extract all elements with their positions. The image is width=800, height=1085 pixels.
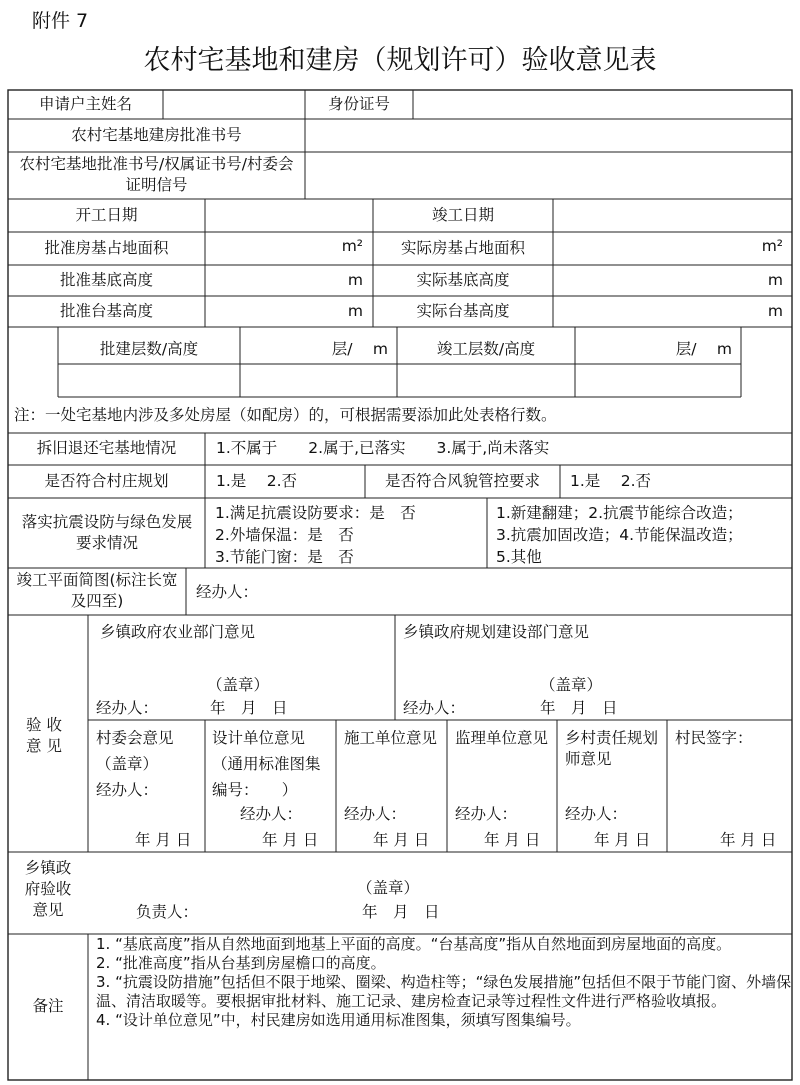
supervision-unit-date: 年 月 日	[484, 831, 541, 849]
agri-dept-date: 年 月 日	[210, 699, 288, 717]
form-title: 农村宅基地和建房（规划许可）验收意见表	[143, 45, 657, 76]
agri-dept-handler: 经办人：	[96, 699, 159, 717]
plan-dept-date: 年 月 日	[540, 699, 618, 717]
note-line: 注：一处宅基地内涉及多处房屋（如配房）的，可根据需要添加此处表格行数。	[14, 406, 557, 424]
actual-area-unit: m²	[761, 237, 783, 255]
remark-item-1: 1. “基底高度”指从自然地面到地基上平面的高度。“台基高度”指从自然地面到房屋地面的高度。	[96, 935, 732, 953]
start-date-label: 开工日期	[75, 206, 138, 224]
agri-dept-seal: （盖章）	[207, 676, 270, 694]
sketch-label: 竣工平面简图(标注长宽及四至)	[16, 571, 178, 610]
plan-dept-seal: （盖章）	[540, 676, 603, 694]
demolition-options: 1.不属于 2.属于,已落实 3.属于,尚未落实	[216, 439, 550, 457]
seismic-item-3: 3.节能门窗：是 否	[215, 548, 354, 566]
approved-floors-label: 批建层数/高度	[99, 340, 199, 358]
approved-platform-height-label: 批准台基高度	[59, 302, 153, 320]
approved-platform-height-unit: m	[347, 302, 363, 320]
village-committee-handler: 经办人：	[96, 781, 159, 799]
approved-area-label: 批准房基占地面积	[44, 239, 169, 257]
village-committee-date: 年 月 日	[135, 831, 192, 849]
actual-platform-height-label: 实际台基高度	[416, 302, 510, 320]
plan-dept-handler: 经办人：	[403, 699, 466, 717]
seismic-type-2: 3.抗震加固改造；4.节能保温改造；	[496, 526, 743, 544]
seismic-type-1: 1.新建翻建；2.抗震节能综合改造；	[496, 504, 743, 522]
remark-item-2: 2. “批准高度”指从台基到房屋檐口的高度。	[96, 954, 386, 972]
attachment-label: 附件 7	[32, 10, 89, 32]
villager-date: 年 月 日	[720, 831, 777, 849]
construction-unit-date: 年 月 日	[373, 831, 430, 849]
design-unit-sub: （通用标准图集	[212, 755, 321, 773]
actual-base-height-unit: m	[767, 271, 783, 289]
township-seal: （盖章）	[357, 879, 420, 897]
remark-item-4: 4. “设计单位意见”中，村民建房如选用通用标准图集，须填写图集编号。	[96, 1011, 581, 1029]
design-unit-no: 编号： ）	[212, 781, 298, 799]
seismic-type-3: 5.其他	[496, 548, 542, 566]
land-approval-label: 农村宅基地批准书号/权属证书号/村委会证明信号	[19, 155, 294, 194]
village-committee-seal: （盖章）	[96, 755, 159, 773]
construction-unit-opinion: 施工单位意见	[344, 729, 438, 747]
approved-floors-unit: 层/ m	[331, 340, 388, 358]
approved-area-unit: m²	[341, 237, 363, 255]
supervision-unit-opinion: 监理单位意见	[455, 729, 549, 747]
actual-platform-height-unit: m	[767, 302, 783, 320]
village-committee-opinion: 村委会意见	[96, 729, 174, 747]
supervision-unit-handler: 经办人：	[455, 805, 518, 823]
completion-date-label: 竣工日期	[431, 206, 494, 224]
design-unit-date: 年 月 日	[262, 831, 319, 849]
plan-dept-opinion: 乡镇政府规划建设部门意见	[403, 623, 590, 641]
actual-area-label: 实际房基占地面积	[400, 239, 525, 257]
landscape-label: 是否符合风貌管控要求	[384, 472, 540, 490]
seismic-item-2: 2.外墙保温：是 否	[215, 526, 354, 544]
village-plan-label: 是否符合村庄规划	[44, 472, 169, 490]
village-plan-options: 1.是 2.否	[216, 472, 298, 490]
agri-dept-opinion: 乡镇政府农业部门意见	[100, 623, 256, 641]
acceptance-label: 验 收 意 见	[26, 716, 62, 755]
demolition-label: 拆旧退还宅基地情况	[36, 439, 177, 457]
design-unit-handler: 经办人：	[240, 805, 303, 823]
completed-floors-unit: 层/ m	[675, 340, 732, 358]
planner-date: 年 月 日	[594, 831, 651, 849]
villager-signature: 村民签字：	[675, 729, 753, 747]
seismic-label: 落实抗震设防与绿色发展要求情况	[21, 513, 193, 552]
seismic-item-1: 1.满足抗震设防要求：是 否	[215, 504, 416, 522]
design-unit-opinion: 设计单位意见	[212, 729, 306, 747]
construction-unit-handler: 经办人：	[344, 805, 407, 823]
sketch-handler: 经办人：	[196, 583, 259, 601]
township-responsible: 负责人：	[136, 903, 199, 921]
actual-base-height-label: 实际基底高度	[416, 271, 510, 289]
township-label: 乡镇政府验收意见	[24, 859, 72, 919]
planner-handler: 经办人：	[565, 805, 628, 823]
id-number-label: 身份证号	[327, 95, 390, 113]
applicant-name-label: 申请户主姓名	[38, 95, 132, 113]
remark-item-3: 3. “抗震设防措施”包括但不限于地梁、圈梁、构造柱等；“绿色发展措施”包括但不限于节能门窗、外墙保温、清洁取暖等。要根据审批材料、施工记录、建房检查记录等过程性文件进行严格验收填报。	[96, 973, 792, 1010]
planner-opinion: 乡村责任规划师意见	[565, 729, 659, 768]
remarks-list	[96, 935, 792, 1030]
approved-base-height-unit: m	[347, 271, 363, 289]
township-date: 年 月 日	[362, 903, 440, 921]
building-approval-label: 农村宅基地建房批准书号	[71, 126, 242, 144]
approved-base-height-label: 批准基底高度	[59, 271, 153, 289]
completed-floors-label: 竣工层数/高度	[436, 340, 536, 358]
landscape-options: 1.是 2.否	[570, 472, 652, 490]
remarks-label: 备注	[32, 997, 64, 1015]
